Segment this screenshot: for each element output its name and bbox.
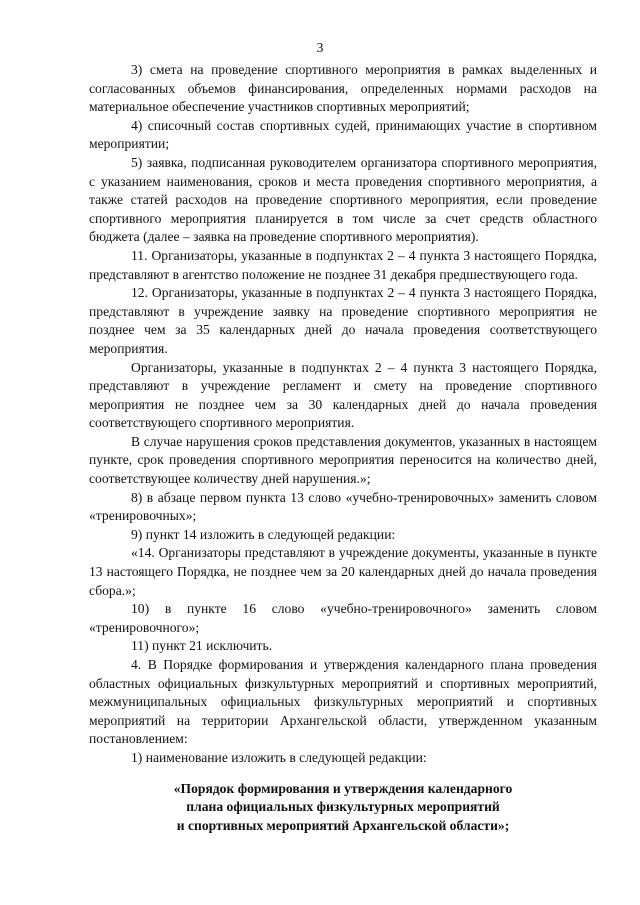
heading-line-2: плана официальных физкультурных мероприятий xyxy=(186,799,500,815)
new-title-heading xyxy=(89,780,597,836)
document-body xyxy=(89,61,597,835)
paragraph-item-12: 12. Организаторы, указанные в подпунктах 2 – 4 пункта 3 настоящего Порядка, представляют в учреждение заявку на проведение спортивного мероприятия не позднее чем за 35 календарных дней до начала проведения соответствующего мероприятия. xyxy=(89,285,597,356)
paragraph-amendment-8: 8) в абзаце первом пункта 13 слово «учебно-тренировочных» заменить словом «тренировочных»; xyxy=(89,489,597,524)
paragraph-amendment-11: 11) пункт 21 исключить. xyxy=(131,638,273,654)
paragraph-regulations: Организаторы, указанные в подпунктах 2 – 4 пункта 3 настоящего Порядка, представляют в учреждение регламент и смету на проведение спортивного мероприятия не позднее чем за 30 календарных дней до начала проведения соответствующего спортивного мероприятия. xyxy=(89,359,597,431)
paragraph-item-14: «14. Организаторы представляют в учреждение документы, указанные в пункте 13 настоящего Порядка, не позднее чем за 20 календарных дней до начала проведения сбора.»; xyxy=(89,545,597,598)
paragraph-application: 5) заявка, подписанная руководителем организатора спортивного мероприятия, с указанием наименования, сроков и места проведения спортивного мероприятия, а также статей расходов на проведение спортивного мероприятия, если проведение спортивного мероприятия планируется в том числе за счет средств областного бюджета (далее – заявка на проведение спортивного мероприятия). xyxy=(89,154,597,245)
paragraph-estimate: 3) смета на проведение спортивного мероприятия в рамках выделенных и согласованных объемов финансирования, определенных нормами расходов на материальное обеспечение участников спортивных мероприятий; xyxy=(89,62,597,115)
paragraph-judges-list: 4) списочный состав спортивных судей, принимающих участие в спортивном мероприятии; xyxy=(89,117,597,152)
paragraph-section-4: 4. В Порядке формирования и утверждения календарного плана проведения областных официальных физкультурных мероприятий и спортивных мероприятий, межмуниципальных официальных физкультурных мероприятий и спортивных мероприятий на территории Архангельской области, утвержденном указанным постановлением: xyxy=(89,657,597,747)
paragraph-amendment-9: 9) пункт 14 изложить в следующей редакции: xyxy=(131,526,396,542)
heading-line-3: и спортивных мероприятий Архангельской области»; xyxy=(176,817,510,833)
heading-line-1: «Порядок формирования и утверждения календарного xyxy=(173,780,513,796)
paragraph-title-change: 1) наименование изложить в следующей редакции: xyxy=(131,749,427,765)
page-number: 3 xyxy=(316,40,324,55)
paragraph-item-11: 11. Организаторы, указанные в подпунктах 2 – 4 пункта 3 настоящего Порядка, представляют в агентство положение не позднее 31 декабря предшествующего года. xyxy=(89,247,597,282)
paragraph-deadline-violation: В случае нарушения сроков представления документов, указанных в настоящем пункте, срок проведения спортивного мероприятия переносится на количество дней, соответствующее количеству дней нарушения.»; xyxy=(89,433,597,487)
paragraph-amendment-10: 10) в пункте 16 слово «учебно-тренировочного» заменить словом «тренировочного»; xyxy=(89,601,597,635)
